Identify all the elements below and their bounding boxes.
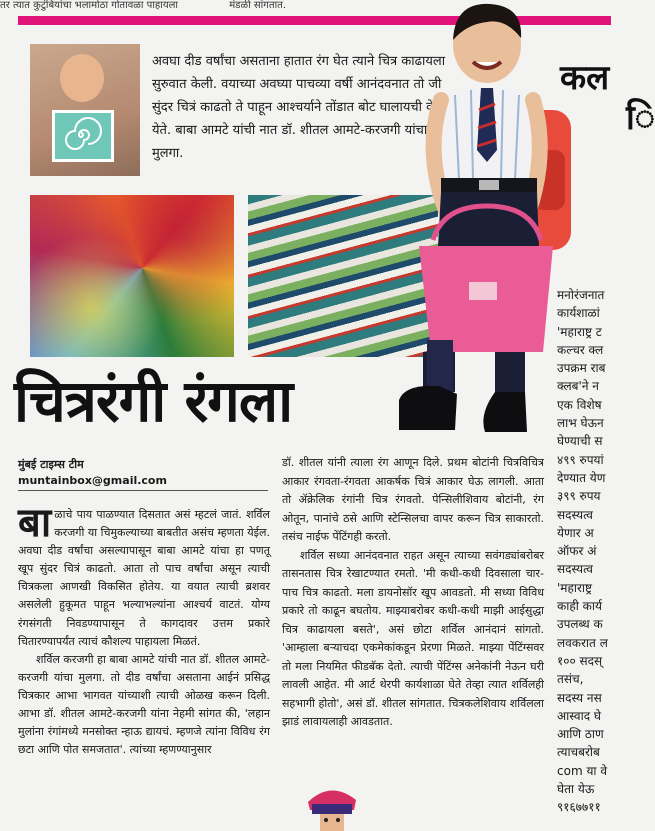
side-line: त्याचबरोब (557, 745, 600, 760)
side-line: कल्चर क्ल (557, 342, 604, 357)
side-line: मनोरंजनात (557, 288, 605, 302)
byline: मुंबई टाइम्स टीम (18, 458, 84, 471)
right-column-headline: कल ि (560, 58, 655, 138)
paragraph-1: बाळाचे पाय पाळण्यात दिसतात असं म्हटलं जातं. शर्विल करजगी या चिमुकल्याच्या बाबतीत असंच म्हणता येईल. अवघा दीड वर्षांचा असल्यापासून बाबा आमटे यांचा हा पणतू खूप सुंदर चित्रं काढतो. आता तो पाच वर्षांचा असून त्याची चित्रकला आणखी विकसित होतेय. या वयात त्याची ब्रशवर असलेली हुकूमत पाहून भल्याभल्यांना आश्चर्य वाटतं. योग्य रंगसंगती निवडण्यापासून ते कागदावर उत्तम प्रकारे चितारण्यापर्यंत त्याचं कौशल्य पाहायला मिळतं. (18, 500, 270, 648)
article-column-2 (282, 454, 544, 732)
side-line: तसंच, (557, 672, 584, 687)
side-line: 'महाराष्ट्र ट (557, 324, 602, 339)
side-line: लवकरात ल (557, 635, 608, 650)
side-line: सदस्यत्व (557, 507, 593, 522)
paragraph-3: डॉ. शीतल यांनी त्याला रंग आणून दिले. प्रथम बोटांनी चित्रविचित्र आकार रंगवता-रंगवता आकर्षक चित्रं आकार घेऊ लागली. आता तो ॲक्रेलिक रंगांनी चित्र रंगवतो. पेन्सिलीशिवाय बोटांनी, रंग ओतून, पानांचे ठसे आणि स्टेन्सिलचा वापर करून चित्र साकारतो. तसंच नाईफ पेंटिंगही करतो. (282, 456, 544, 543)
side-line: ३९९ रुपय (557, 489, 601, 504)
byline-divider (18, 490, 268, 491)
cartoon-figure-image (300, 780, 362, 831)
side-line: कार्यशाळां (557, 306, 600, 321)
side-line: ४९९ रुपयां (557, 452, 604, 467)
intro-paragraph: अवघा दीड वर्षांचा असताना हातात रंग घेत त्याने चित्र काढायला सुरुवात केली. वयाच्या अवघ्या पाचव्या वर्षी आनंदवनात तो जी सुंदर चित्रं काढतो ते पाहून आश्चर्याने तोंडात बोट घालायची वेळ येते. बाबा आमटे यांची नात डॉ. शीतल आमटे-करजगी यांचा हा मुलगा. (152, 54, 446, 161)
side-line: 'महाराष्ट्र (557, 580, 592, 595)
side-line: एक विशेष (557, 397, 602, 412)
side-line: ऑफर अं (557, 544, 597, 559)
side-line: येणार अ (557, 525, 594, 540)
side-line: १०० सदस् (557, 653, 603, 668)
drop-cap: बा (18, 500, 52, 546)
side-line: काही कार्य (557, 599, 602, 614)
side-line: सदस्यत्व (557, 562, 593, 577)
side-line: सदस्य नस (557, 690, 602, 705)
paragraph-4: शर्विल सध्या आनंदवनात राहत असून त्याच्या सवंगड्यांबरोबर तासनतास चित्र रेखाटण्यात रमतो. 'मी कधी-कधी दिवसाला चार-पाच चित्र काढतो. मला डायनोसॉर खूप आवडतो. मी सध्या विविध प्रकारे तो काढून बघतोय. माझ्याबरोबर कधी-कधी माझी आईसुद्धा चित्र काढायला बसते', असं छोटा शर्विल आनंदानं सांगतो. 'आम्हाला बऱ्याचदा एकमेकांकडून प्रेरणा मिळते. माझ्या पेंटिंग्सवर तो मला नियमित फीडबॅक देतो. त्याची पेंटिंग्स अनेकांनी नेऊन घरी लावली आहेत. मी आर्ट थेरपी कार्यशाळा घेते तेव्हा त्यात शर्विलही सहभागी होतो', असं डॉ. शीतल सांगतात. चित्रकलेशिवाय शर्विलला झाडं लावायलाही आवडतात. (282, 548, 544, 728)
side-line: उपक्रम राब (557, 361, 606, 376)
side-line: आणि ठाण (557, 727, 604, 742)
side-line: ९१६७७११ (557, 800, 601, 815)
child-with-painting-photo (30, 44, 140, 176)
article-column-1 (18, 500, 270, 759)
side-line: घेण्याची स (557, 434, 603, 449)
side-line: देण्यात येण (557, 470, 606, 485)
strip-right-text: मंडळी सांगतात. (229, 0, 287, 11)
side-line: घेता येऊ (557, 782, 595, 797)
paragraph-2: शर्विल करजगी हा बाबा आमटे यांची नात डॉ. शीतल आमटे-करजगी यांचा मुलगा. तो दीड वर्षांचा असताना आईनं प्रसिद्ध चित्रकार आभा भागवत यांच्याशी त्याची ओळख करून दिली. आभा डॉ. शीतल आमटे-करजगी यांना नेहमी सांगत की, 'लहान मुलांना रंगांमध्ये मनसोक्त न्हाऊ द्यायचं. म्हणजे त्यांना विविध रंग छटा आणि पोत समजतात'. त्यांच्या म्हणण्यानुसार (18, 652, 270, 757)
side-line: आस्वाद घे (557, 708, 601, 723)
schoolboy-photo (375, 0, 575, 455)
side-line: com या वे (557, 763, 607, 778)
side-line: क्लब'ने न (557, 379, 599, 394)
abstract-painting-1 (30, 195, 234, 357)
side-line: उपलब्ध क (557, 617, 603, 632)
page-headline: चित्ररंगी रंगला (14, 367, 293, 435)
adjacent-article-column (557, 286, 611, 817)
side-line: लाभ घेऊन (557, 416, 604, 431)
author-email: muntainbox@gmail.com (18, 474, 167, 487)
strip-left-text: तर त्यात कुटुंबियांचा भलामोठा गोतावळा पाहायला (0, 0, 178, 11)
